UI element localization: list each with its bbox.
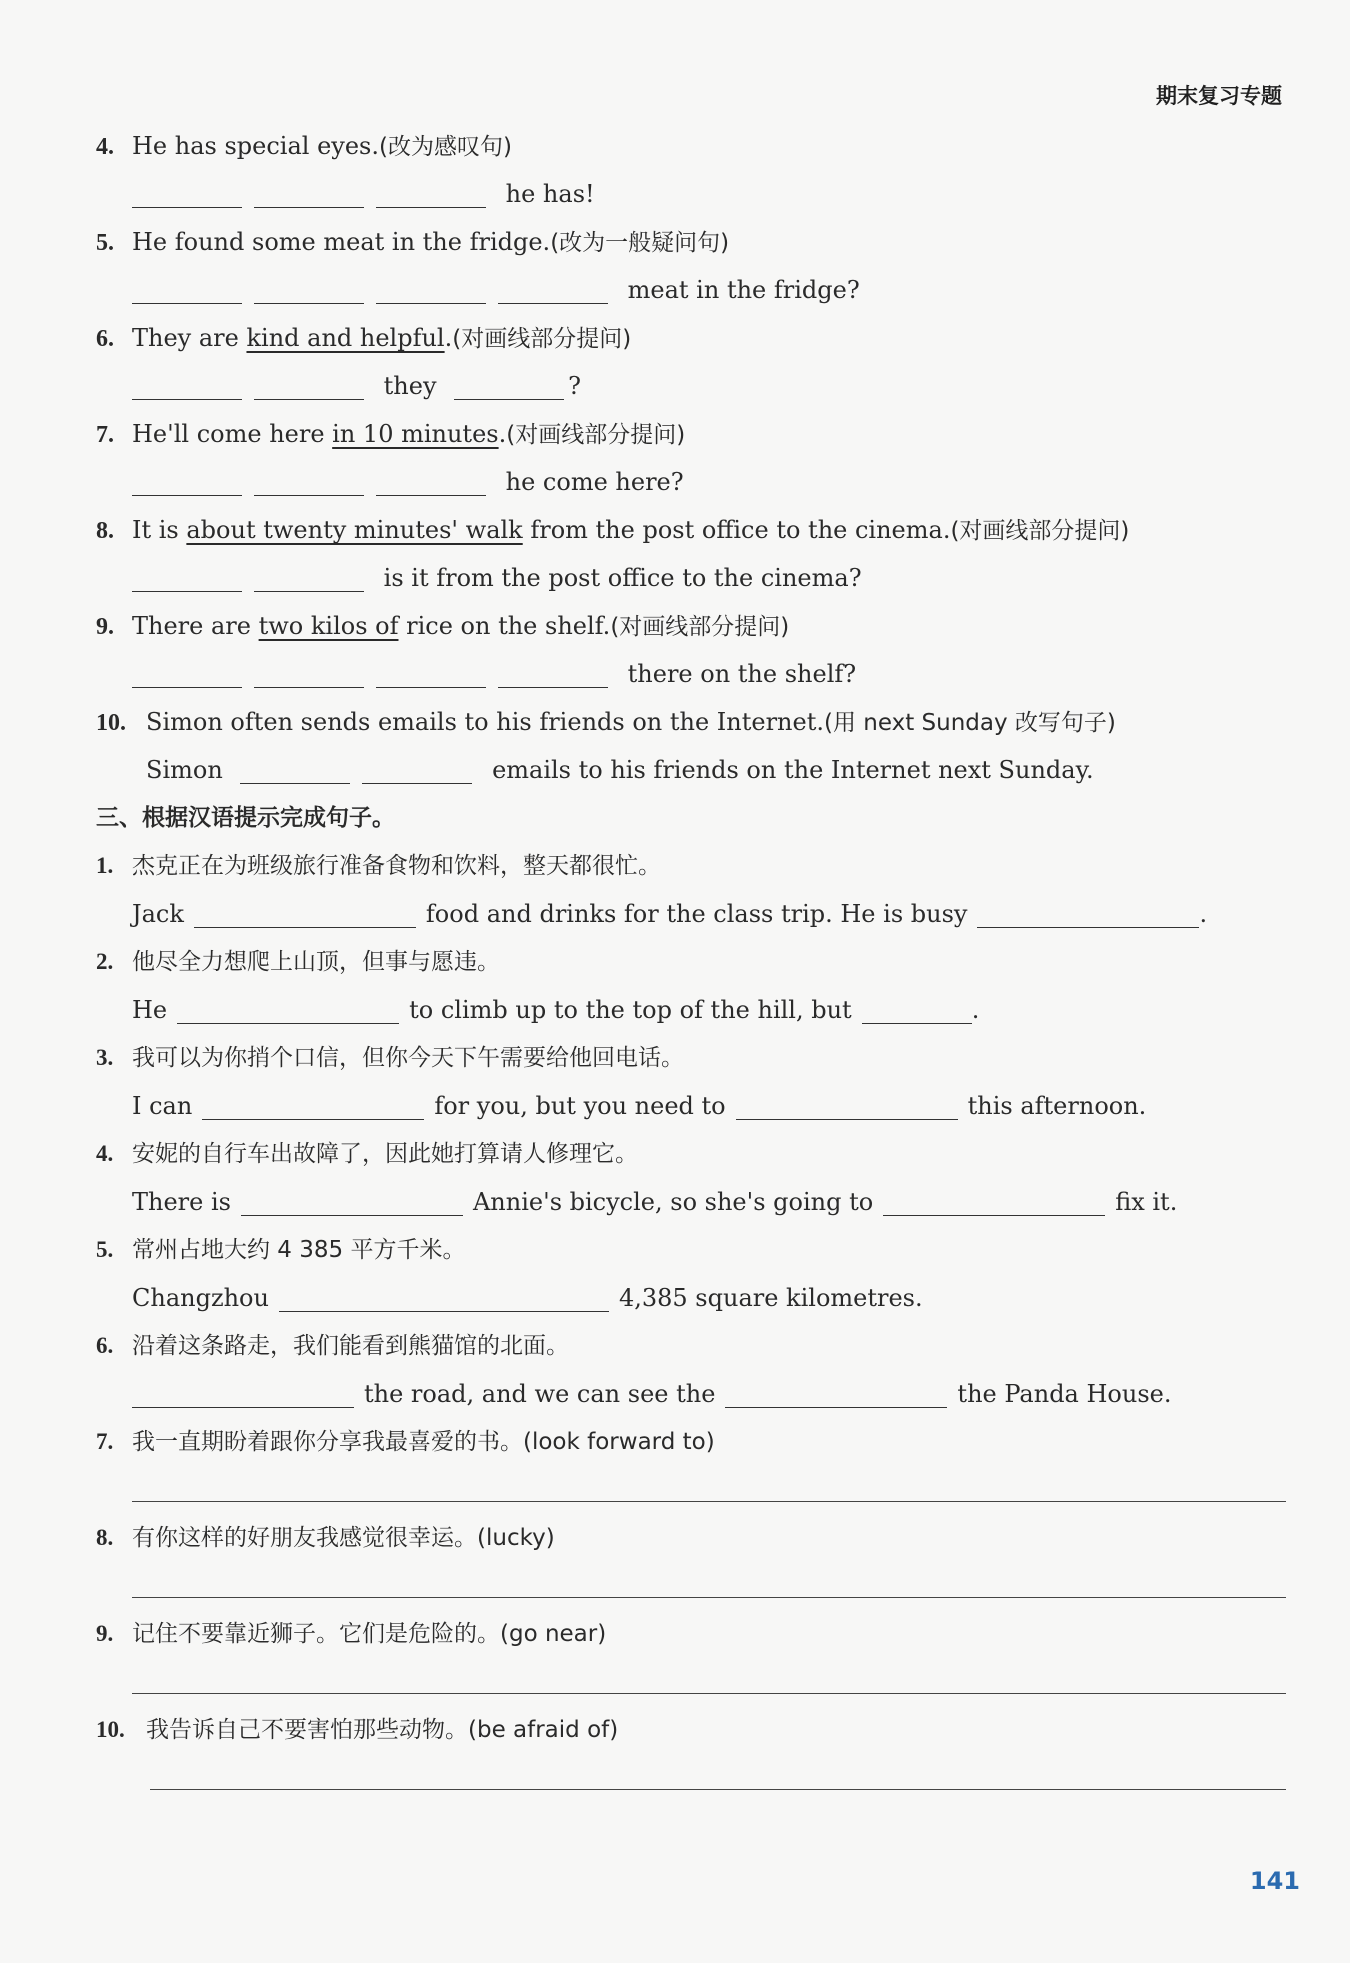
answer-blank[interactable] [194, 903, 416, 928]
question-text-pre: They are [132, 324, 247, 352]
answer-blank[interactable] [279, 1287, 609, 1312]
chinese-prompt: 安妮的自行车出故障了，因此她打算请人修理它。 [132, 1141, 638, 1167]
question-instruction: (用 next Sunday 改写句子) [824, 710, 1116, 736]
task-2-answer [96, 986, 1286, 1034]
question-instruction: (对画线部分提问) [950, 518, 1130, 544]
answer-line[interactable] [96, 1466, 1286, 1514]
chinese-prompt: 我告诉自己不要害怕那些动物。 [146, 1717, 468, 1743]
answer-blank[interactable] [454, 375, 564, 400]
keyword-hint: (go near) [500, 1621, 607, 1647]
answer-row-4 [96, 170, 1286, 218]
answer-blank[interactable] [254, 471, 364, 496]
answer-tail: ? [568, 372, 582, 400]
task-9-prompt [96, 1610, 1286, 1658]
chinese-prompt: 他尽全力想爬上山顶，但事与愿违。 [132, 949, 500, 975]
question-number: 6. [96, 1333, 114, 1358]
chinese-prompt: 常州占地大约 4 385 平方千米。 [132, 1237, 466, 1263]
answer-blank[interactable] [362, 759, 472, 784]
task-5-answer [96, 1274, 1286, 1322]
answer-part-b: food and drinks for the class trip. He is busy [425, 900, 968, 928]
underlined-phrase: in 10 minutes [332, 420, 499, 448]
answer-tail: is it from the post office to the cinema? [383, 564, 862, 592]
task-6-prompt [96, 1322, 1286, 1370]
answer-blank[interactable] [254, 663, 364, 688]
answer-blank[interactable] [376, 279, 486, 304]
answer-part-b: to climb up to the top of the hill, but [409, 996, 852, 1024]
answer-part-a: Changzhou [132, 1284, 269, 1312]
answer-blank[interactable] [376, 471, 486, 496]
question-text: Simon often sends emails to his friends on the Internet. [146, 708, 824, 736]
question-text-post: rice on the shelf. [398, 612, 611, 640]
answer-blank[interactable] [177, 999, 399, 1024]
answer-line[interactable] [96, 1658, 1286, 1706]
answer-blank[interactable] [862, 999, 972, 1024]
question-6 [96, 314, 1286, 362]
answer-blank[interactable] [254, 183, 364, 208]
question-text-post: . [444, 324, 453, 352]
question-4 [96, 122, 1286, 170]
keyword-hint: (look forward to) [523, 1429, 715, 1455]
keyword-hint: (lucky) [477, 1525, 555, 1551]
question-number: 2. [96, 949, 114, 974]
underlined-phrase: about twenty minutes' walk [186, 516, 523, 544]
task-1-answer [96, 890, 1286, 938]
answer-tail: meat in the fridge? [627, 276, 860, 304]
question-number: 8. [96, 518, 114, 544]
question-7 [96, 410, 1286, 458]
page-number: 141 [1249, 1867, 1300, 1895]
exercise-content [96, 122, 1286, 1802]
question-text-pre: There are [132, 612, 259, 640]
task-3-answer [96, 1082, 1286, 1130]
question-9 [96, 602, 1286, 650]
answer-part-b: for you, but you need to [434, 1092, 726, 1120]
question-text-post: . [498, 420, 507, 448]
answer-row-10 [96, 746, 1286, 794]
answer-mid: they [383, 372, 437, 400]
answer-blank[interactable] [883, 1191, 1105, 1216]
chinese-prompt: 有你这样的好朋友我感觉很幸运。 [132, 1525, 477, 1551]
task-5-prompt [96, 1226, 1286, 1274]
question-number: 4. [96, 134, 114, 160]
section-title: 三、根据汉语提示完成句子。 [96, 805, 395, 831]
question-text-post: from the post office to the cinema. [522, 516, 951, 544]
underlined-phrase: two kilos of [258, 612, 399, 640]
question-text: He has special eyes. [132, 132, 379, 160]
answer-part-c: this afternoon. [967, 1092, 1147, 1120]
answer-blank[interactable] [498, 663, 608, 688]
answer-part-a: He [132, 996, 168, 1024]
question-instruction: (改为一般疑问句) [550, 230, 730, 256]
answer-part-a: There is [132, 1188, 231, 1216]
question-number: 5. [96, 1237, 114, 1262]
task-4-answer [96, 1178, 1286, 1226]
task-1-prompt [96, 842, 1286, 890]
answer-row-7 [96, 458, 1286, 506]
page-header-title: 期末复习专题 [1156, 84, 1282, 108]
answer-row-6 [96, 362, 1286, 410]
chinese-prompt: 记住不要靠近狮子。它们是危险的。 [132, 1621, 500, 1647]
question-number: 7. [96, 422, 114, 448]
task-10-prompt [96, 1706, 1286, 1754]
answer-part-a: I can [132, 1092, 193, 1120]
answer-row-8 [96, 554, 1286, 602]
answer-blank[interactable] [376, 663, 486, 688]
answer-blank[interactable] [725, 1383, 947, 1408]
answer-blank[interactable] [240, 759, 350, 784]
answer-head: Simon [146, 756, 223, 784]
keyword-hint: (be afraid of) [468, 1717, 619, 1743]
answer-blank[interactable] [241, 1191, 463, 1216]
answer-blank[interactable] [132, 471, 242, 496]
task-8-prompt [96, 1514, 1286, 1562]
question-text-pre: He'll come here [132, 420, 333, 448]
task-3-prompt [96, 1034, 1286, 1082]
answer-part-c: . [1199, 900, 1208, 928]
question-8 [96, 506, 1286, 554]
question-instruction: (对画线部分提问) [452, 326, 632, 352]
answer-part-a: Jack [132, 900, 184, 928]
answer-part-b: Annie's bicycle, so she's going to [472, 1188, 874, 1216]
answer-tail: he has! [505, 180, 595, 208]
chinese-prompt: 我可以为你捎个口信，但你今天下午需要给他回电话。 [132, 1045, 684, 1071]
question-instruction: (改为感叹句) [379, 134, 512, 160]
answer-blank[interactable] [254, 279, 364, 304]
question-number: 8. [96, 1525, 114, 1550]
task-2-prompt [96, 938, 1286, 986]
question-number: 9. [96, 614, 114, 640]
question-number: 5. [96, 230, 114, 256]
answer-tail: emails to his friends on the Internet next Sunday. [492, 756, 1094, 784]
answer-blank[interactable] [132, 279, 242, 304]
answer-part-c: . [971, 996, 980, 1024]
answer-blank[interactable] [132, 375, 242, 400]
task-7-prompt [96, 1418, 1286, 1466]
chinese-prompt: 我一直期盼着跟你分享我最喜爱的书。 [132, 1429, 523, 1455]
answer-part-b: 4,385 square kilometres. [618, 1284, 923, 1312]
answer-blank[interactable] [132, 567, 242, 592]
underlined-phrase: kind and helpful [246, 324, 445, 352]
answer-tail: there on the shelf? [627, 660, 857, 688]
answer-blank[interactable] [132, 1383, 354, 1408]
question-10 [96, 698, 1286, 746]
answer-blank[interactable] [977, 903, 1199, 928]
answer-blank[interactable] [254, 567, 364, 592]
question-number: 4. [96, 1141, 114, 1166]
task-4-prompt [96, 1130, 1286, 1178]
answer-blank[interactable] [376, 183, 486, 208]
answer-tail: he come here? [505, 468, 684, 496]
question-number: 7. [96, 1429, 114, 1454]
task-6-answer [96, 1370, 1286, 1418]
answer-row-5 [96, 266, 1286, 314]
answer-blank[interactable] [202, 1095, 424, 1120]
chinese-prompt: 沿着这条路走，我们能看到熊猫馆的北面。 [132, 1333, 569, 1359]
answer-blank[interactable] [132, 183, 242, 208]
answer-blank[interactable] [498, 279, 608, 304]
answer-part-a: the road, and we can see the [364, 1380, 716, 1408]
answer-line[interactable] [96, 1754, 1286, 1802]
answer-row-9 [96, 650, 1286, 698]
question-5 [96, 218, 1286, 266]
question-text-pre: It is [132, 516, 187, 544]
chinese-prompt: 杰克正在为班级旅行准备食物和饮料，整天都很忙。 [132, 853, 661, 879]
question-number: 10. [96, 1717, 125, 1742]
question-number: 9. [96, 1621, 114, 1646]
answer-blank[interactable] [132, 663, 242, 688]
answer-line[interactable] [96, 1562, 1286, 1610]
answer-part-c: fix it. [1115, 1188, 1178, 1216]
answer-blank[interactable] [736, 1095, 958, 1120]
question-instruction: (对画线部分提问) [610, 614, 790, 640]
question-number: 10. [96, 710, 126, 736]
answer-blank[interactable] [254, 375, 364, 400]
question-number: 3. [96, 1045, 114, 1070]
question-number: 1. [96, 853, 114, 878]
question-number: 6. [96, 326, 114, 352]
question-text: He found some meat in the fridge. [132, 228, 551, 256]
answer-part-b: the Panda House. [957, 1380, 1172, 1408]
question-instruction: (对画线部分提问) [506, 422, 686, 448]
